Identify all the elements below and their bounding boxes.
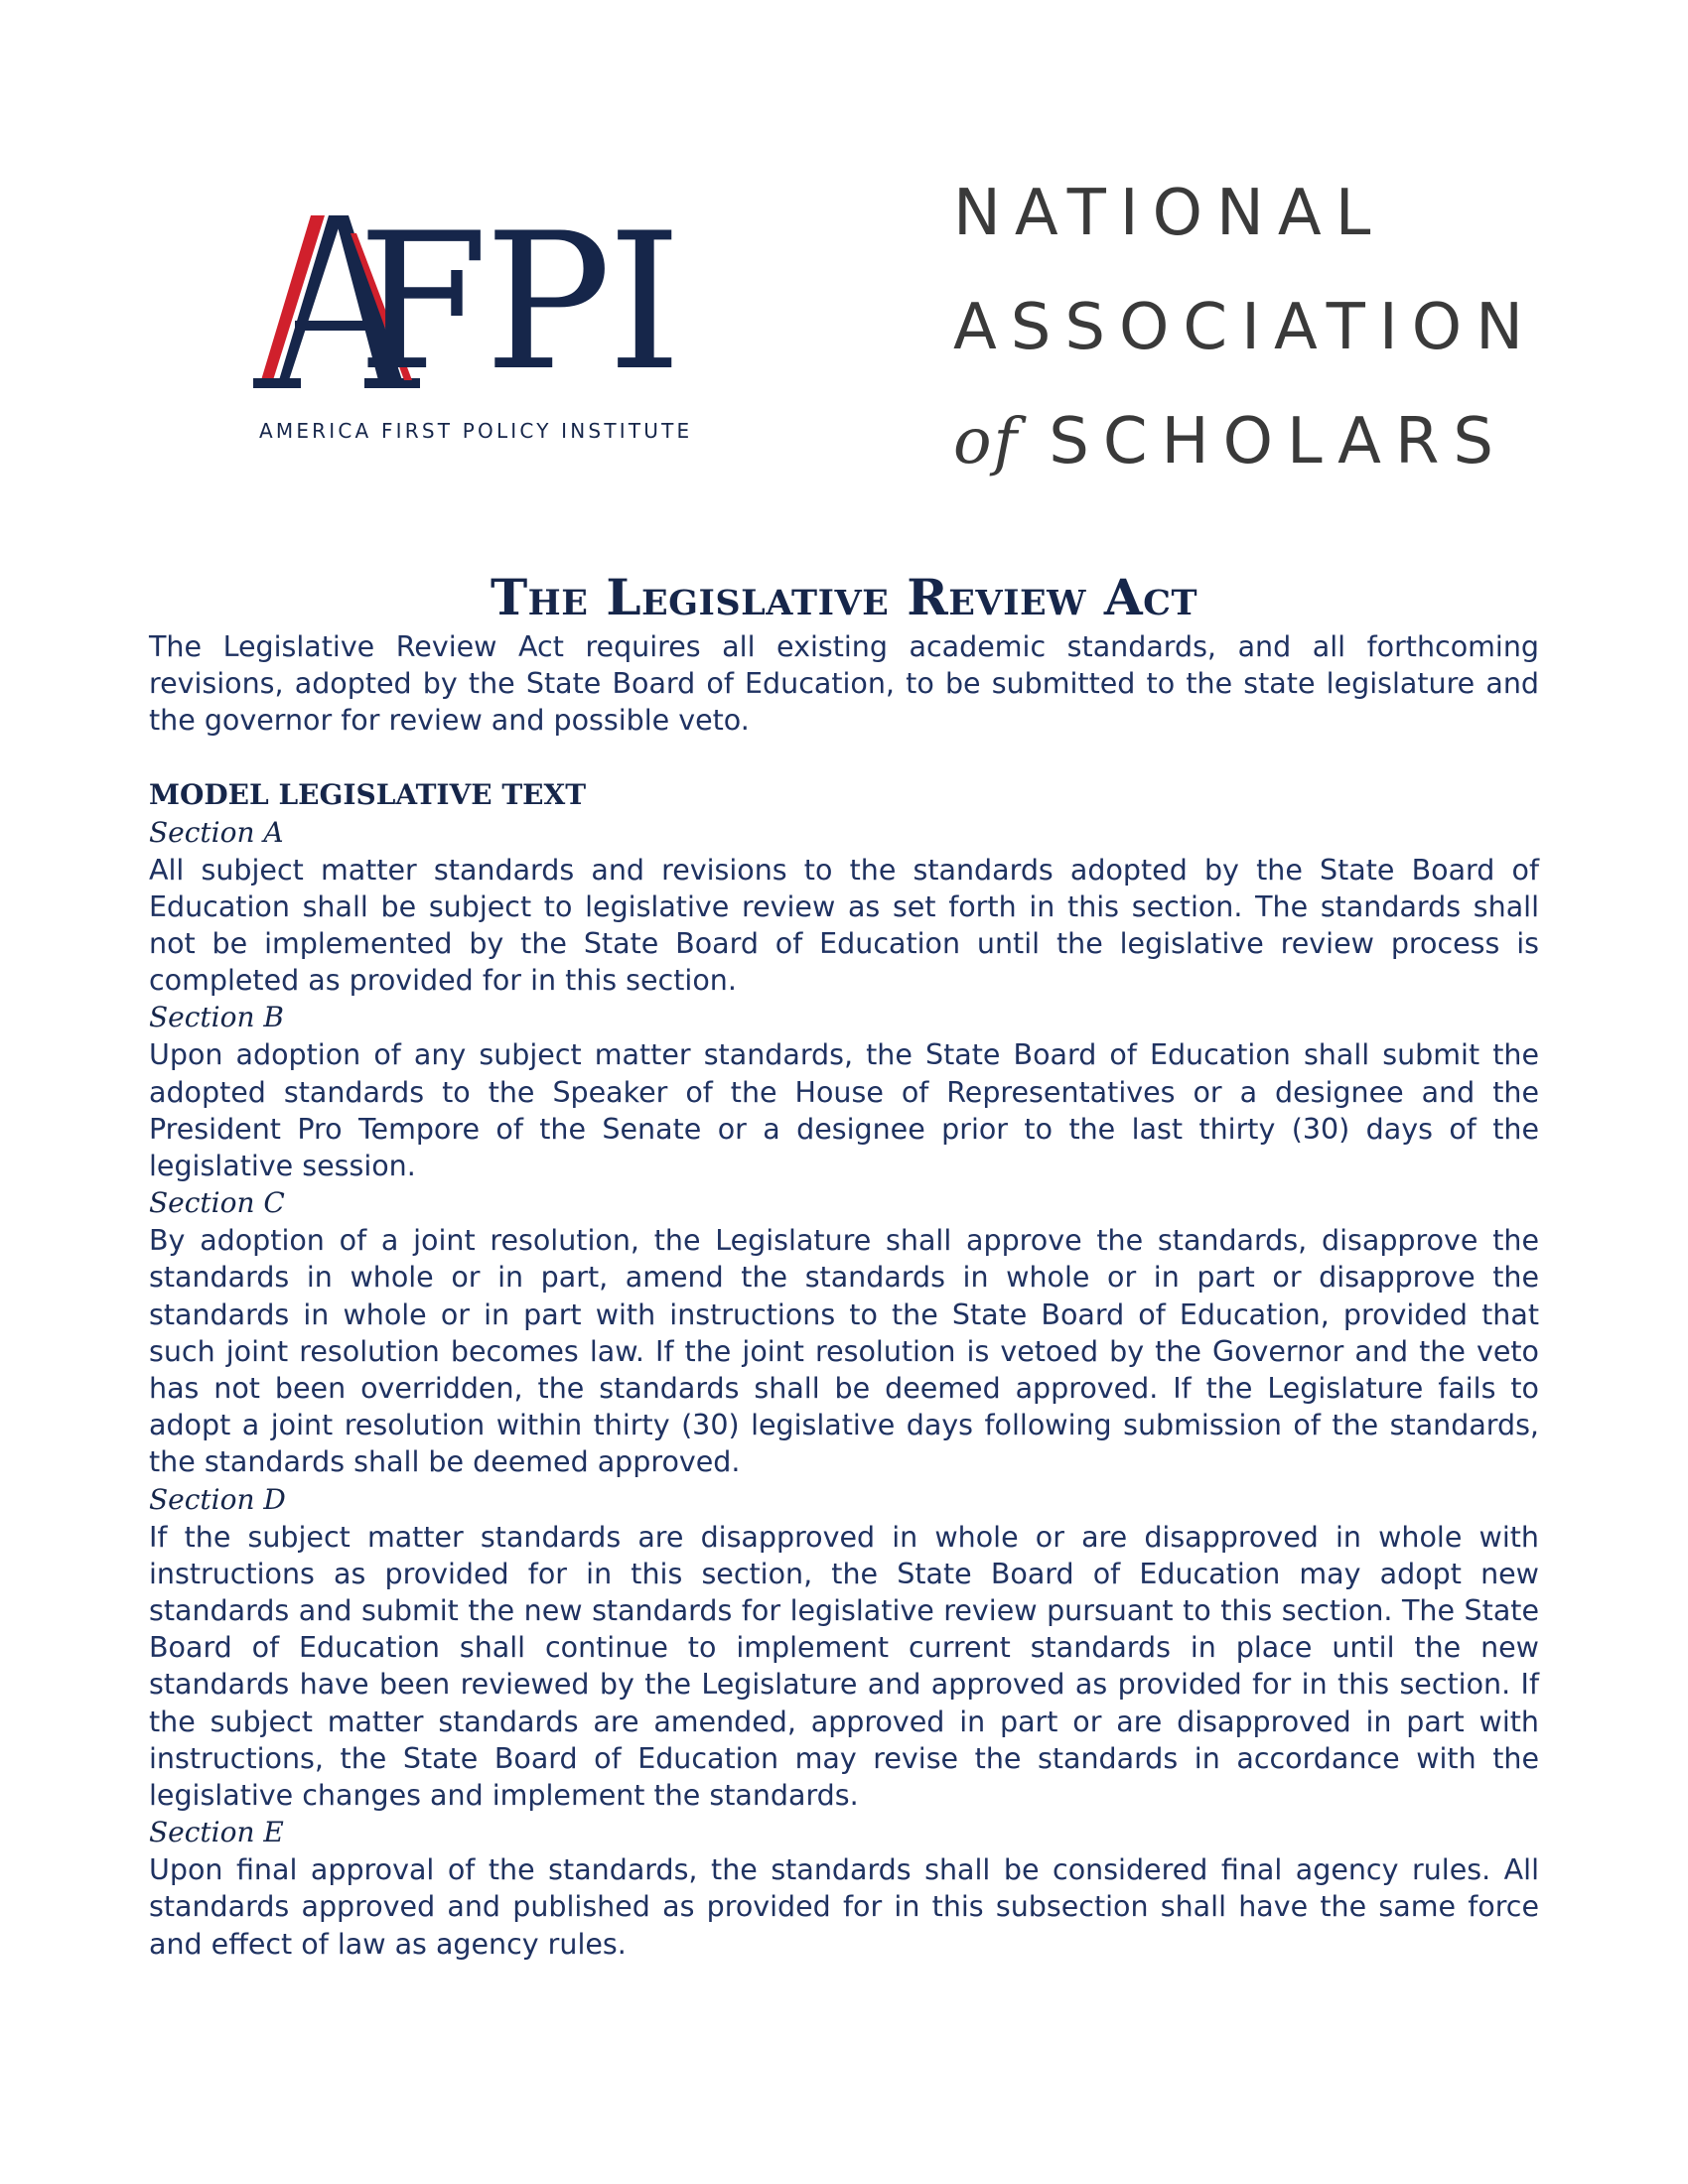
section-b-text: Upon adoption of any subject matter standards, the State Board of Education shall submit the adopted standards to the Speaker of the House of Representatives or a designee and the President Pro Tempore of the Senate or a designee prior to the last thirty (30) days of the legislative session. bbox=[149, 1038, 1539, 1183]
nas-logo-line-1: NATIONAL bbox=[953, 177, 1385, 250]
section-c-text: By adoption of a joint resolution, the Legislature shall approve the standards, disapprove the standards in whole or in part, amend the standards in whole or in part or disapprove the standards in whole or in part with instructions to the State Board of Education, provided that such joint resolution becomes law. If the joint resolution is vetoed by the Governor and the veto has not been overridden, the standards shall be deemed approved. If the Legislature fails to adopt a joint resolution within thirty (30) legislative days following submission of the standards, the standards shall be deemed approved. bbox=[149, 1224, 1539, 1479]
nas-logo-line-2: ASSOCIATION bbox=[953, 291, 1537, 364]
section-b-heading: Section B bbox=[149, 1001, 285, 1034]
section-d-text: If the subject matter standards are disapproved in whole or are disapproved in whole with instructions as provided for in this section, the State Board of Education may adopt new standards and submit the new standards for legislative review pursuant to this section. The State Board of Education shall continue to implement current standards in place until the new standards have been reviewed by the Legislature and approved as provided for in this section. If the subject matter standards are amended, approved in part or are disapproved in part with instructions, the State Board of Education may revise the standards in accordance with the legislative changes and implement the standards. bbox=[149, 1520, 1539, 1813]
afpi-logo-subtitle: AMERICA FIRST POLICY INSTITUTE bbox=[259, 419, 693, 443]
section-e-heading: Section E bbox=[149, 1816, 284, 1849]
nas-logo-line-3 bbox=[953, 407, 1507, 477]
document-title: The Legislative Review Act bbox=[490, 568, 1198, 626]
document-body bbox=[149, 628, 1539, 1963]
section-d-heading: Section D bbox=[149, 1482, 286, 1516]
section-a-text: All subject matter standards and revisions to the standards adopted by the State Board of Education shall be subject to legislative review as set forth in this section. The standards shall not be implemented by the State Board of Education until the legislative review process is completed as provided for in this section. bbox=[149, 853, 1539, 998]
nas-logo bbox=[953, 169, 1537, 496]
section-a-heading: Section A bbox=[149, 815, 284, 849]
afpi-logo bbox=[253, 193, 693, 452]
section-e-text: Upon final approval of the standards, the standards shall be considered final agency rules. All standards approved and published as provided for in this subsection shall have the same force and effect of law as agency rules. bbox=[149, 1853, 1539, 1961]
afpi-logo-letters: FPI bbox=[357, 193, 678, 412]
intro-paragraph: The Legislative Review Act requires all existing academic standards, and all forthcoming revisions, adopted by the State Board of Education, to be submitted to the state legislature and the governor for review and possible veto. bbox=[149, 630, 1539, 738]
section-c-heading: Section C bbox=[149, 1186, 285, 1220]
nas-logo-scholars: SCHOLARS bbox=[1049, 405, 1508, 478]
nas-logo-of: of bbox=[953, 405, 1020, 478]
model-legislative-text-heading: MODEL LEGISLATIVE TEXT bbox=[149, 777, 587, 811]
